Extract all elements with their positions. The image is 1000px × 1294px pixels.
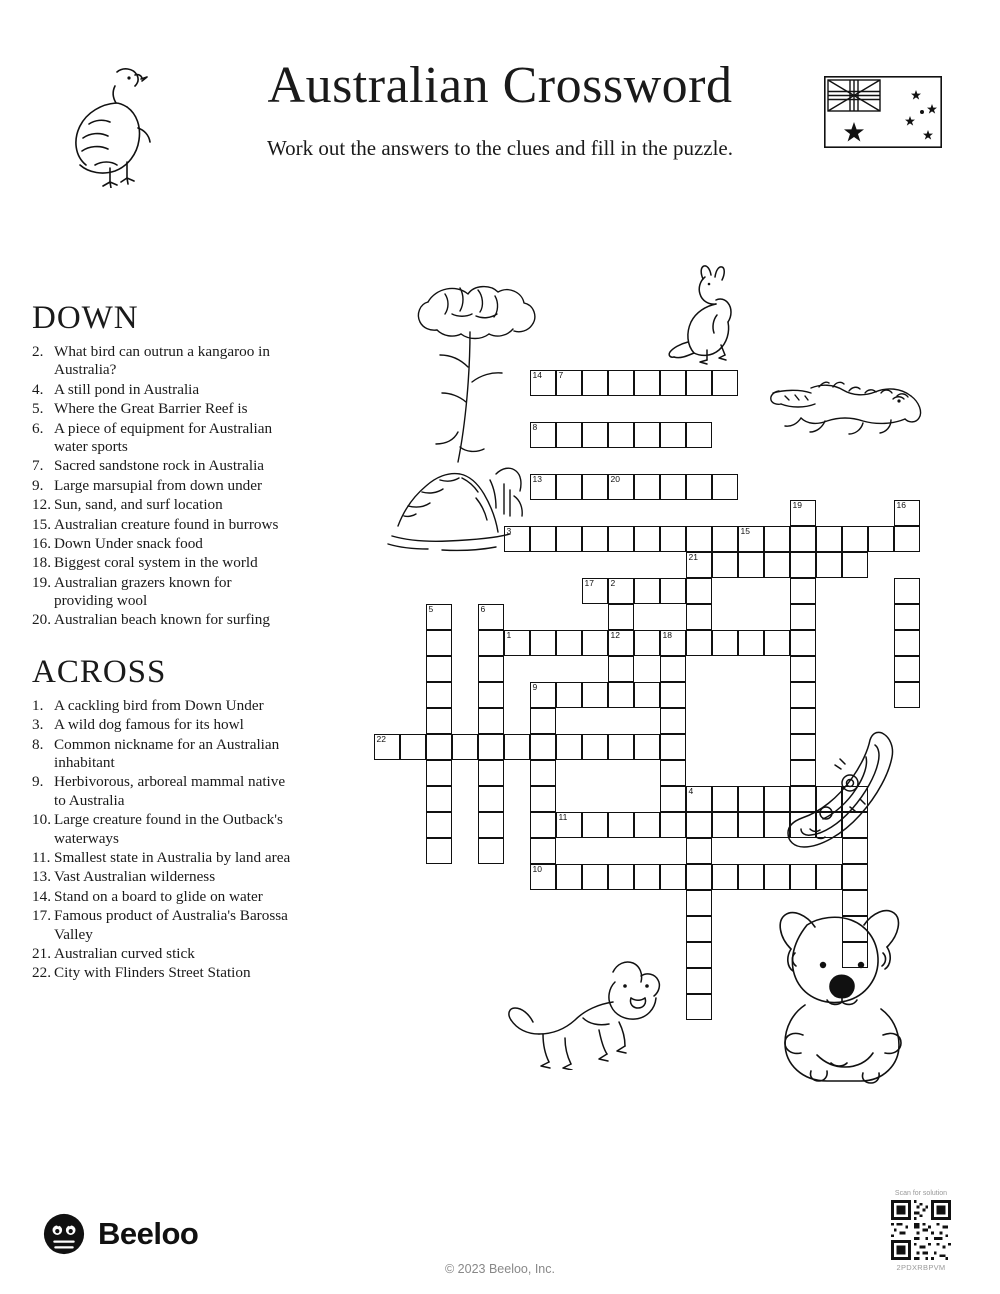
grid-cell-number: 22 <box>376 734 386 744</box>
down-clue-2 <box>32 343 292 380</box>
clue-number: 9. <box>32 476 44 494</box>
grid-cell[interactable] <box>504 630 530 656</box>
grid-cell[interactable] <box>686 942 712 968</box>
grid-cell[interactable] <box>556 526 582 552</box>
grid-cell[interactable] <box>582 370 608 396</box>
clue-text: Where the Great Barrier Reef is <box>54 400 248 418</box>
grid-cell[interactable] <box>556 864 582 890</box>
grid-cell[interactable] <box>608 578 634 604</box>
grid-cell[interactable] <box>634 734 660 760</box>
grid-cell[interactable] <box>530 864 556 890</box>
page-subtitle: Work out the answers to the clues and fill in the puzzle. <box>266 136 733 160</box>
grid-cell[interactable] <box>426 682 452 708</box>
clue-text: Down Under snack food <box>54 534 203 552</box>
bee-logo-icon <box>42 1212 86 1256</box>
grid-cell[interactable] <box>556 812 582 838</box>
down-clue-16 <box>32 535 292 553</box>
down-clue-4 <box>32 381 292 399</box>
kangaroo-illustration <box>645 265 755 365</box>
clue-number: 16. <box>32 534 51 552</box>
clue-text: A cackling bird from Down Under <box>54 696 264 714</box>
clue-text: Australian beach known for surfing <box>54 611 270 629</box>
grid-cell[interactable] <box>686 422 712 448</box>
grid-cell[interactable] <box>530 708 556 734</box>
grid-cell[interactable] <box>764 630 790 656</box>
across-clue-14 <box>32 888 292 906</box>
clue-text: A still pond in Australia <box>54 380 200 398</box>
clue-text: What bird can outrun a kangaroo in Australia? <box>54 343 270 379</box>
clue-number: 17. <box>32 907 51 925</box>
grid-cell[interactable] <box>426 760 452 786</box>
clue-text: Smallest state in Australia by land area <box>54 848 291 866</box>
grid-cell[interactable] <box>660 682 686 708</box>
grid-cell-number: 7 <box>558 370 564 380</box>
across-clue-10 <box>32 811 292 848</box>
clue-text: Vast Australian wilderness <box>54 868 216 886</box>
across-clue-21 <box>32 945 292 963</box>
grid-cell[interactable] <box>738 552 764 578</box>
grid-cell[interactable] <box>582 422 608 448</box>
grid-cell[interactable] <box>582 526 608 552</box>
grid-cell[interactable] <box>478 812 504 838</box>
down-clue-19 <box>32 574 292 611</box>
clue-number: 21. <box>32 944 51 962</box>
clue-number: 13. <box>32 868 51 886</box>
clue-text: Large marsupial from down under <box>54 476 263 494</box>
tasmanian-devil-illustration <box>495 950 675 1070</box>
clue-text: Australian curved stick <box>54 944 195 962</box>
grid-cell-number: 9 <box>532 682 538 692</box>
grid-cell[interactable] <box>530 734 556 760</box>
copyright-text: © 2023 Beeloo, Inc. <box>445 1262 555 1276</box>
grid-cell[interactable] <box>660 864 686 890</box>
clues-panel <box>32 300 292 984</box>
clue-number: 4. <box>32 380 44 398</box>
grid-cell-number: 2 <box>610 578 616 588</box>
grid-cell[interactable] <box>712 786 738 812</box>
down-clue-6 <box>32 420 292 457</box>
clue-text: Biggest coral system in the world <box>54 554 258 572</box>
grid-cell[interactable] <box>426 734 452 760</box>
clue-text: Common nickname for an Australian inhabitant <box>54 735 280 772</box>
grid-cell[interactable] <box>712 526 738 552</box>
clue-text: A piece of equipment for Australian water sports <box>54 419 273 455</box>
australian-flag-icon <box>824 76 942 148</box>
clue-number: 11. <box>32 848 51 866</box>
boomerang-illustration <box>780 725 910 855</box>
qr-block <box>878 1190 964 1272</box>
grid-cell[interactable] <box>712 370 738 396</box>
grid-cell[interactable] <box>478 656 504 682</box>
clue-text: Famous product of Australia's Barossa Valley <box>54 907 288 943</box>
grid-cell[interactable] <box>608 864 634 890</box>
grid-cell[interactable] <box>608 370 634 396</box>
clue-number: 8. <box>32 735 44 753</box>
page-footer <box>0 1184 1000 1294</box>
grid-cell[interactable] <box>686 890 712 916</box>
clue-text: City with Flinders Street Station <box>54 964 251 982</box>
grid-cell[interactable] <box>608 604 634 630</box>
grid-cell-number: 3 <box>506 526 512 536</box>
grid-cell[interactable] <box>686 786 712 812</box>
grid-cell[interactable] <box>842 864 868 890</box>
grid-cell[interactable] <box>478 708 504 734</box>
grid-cell[interactable] <box>764 864 790 890</box>
grid-cell[interactable] <box>790 500 816 526</box>
grid-cell-number: 14 <box>532 370 542 380</box>
down-clue-12 <box>32 496 292 514</box>
grid-cell[interactable] <box>686 578 712 604</box>
grid-cell[interactable] <box>608 630 634 656</box>
down-heading: DOWN <box>32 300 139 336</box>
grid-cell[interactable] <box>686 552 712 578</box>
clue-number: 14. <box>32 887 51 905</box>
grid-cell[interactable] <box>764 526 790 552</box>
grid-cell[interactable] <box>660 422 686 448</box>
across-clue-9 <box>32 773 292 810</box>
grid-cell[interactable] <box>582 630 608 656</box>
grid-cell-number: 11 <box>558 812 568 822</box>
grid-cell[interactable] <box>660 474 686 500</box>
grid-cell[interactable] <box>894 578 920 604</box>
grid-cell[interactable] <box>738 526 764 552</box>
grid-cell[interactable] <box>374 734 400 760</box>
grid-cell-number: 21 <box>688 552 698 562</box>
grid-cell[interactable] <box>842 552 868 578</box>
grid-cell[interactable] <box>738 864 764 890</box>
clue-number: 22. <box>32 964 51 982</box>
grid-cell[interactable] <box>556 682 582 708</box>
grid-cell[interactable] <box>790 630 816 656</box>
down-clue-20 <box>32 611 292 629</box>
page-header <box>0 48 1000 188</box>
grid-cell-number: 16 <box>896 500 906 510</box>
grid-cell[interactable] <box>452 734 478 760</box>
grid-cell[interactable] <box>686 968 712 994</box>
grid-cell[interactable] <box>634 578 660 604</box>
across-clue-11 <box>32 849 292 867</box>
clue-text: Australian creature found in burrows <box>54 515 279 533</box>
clue-text: Sun, sand, and surf location <box>54 496 223 514</box>
grid-cell[interactable] <box>686 474 712 500</box>
across-clue-13 <box>32 868 292 886</box>
grid-cell[interactable] <box>686 812 712 838</box>
clue-number: 9. <box>32 773 44 791</box>
grid-cell-number: 8 <box>532 422 538 432</box>
grid-cell[interactable] <box>556 734 582 760</box>
grid-cell[interactable] <box>608 526 634 552</box>
grid-cell[interactable] <box>478 734 504 760</box>
grid-cell[interactable] <box>426 630 452 656</box>
grid-cell-number: 12 <box>610 630 620 640</box>
uluru-rock-illustration <box>378 440 538 565</box>
grid-cell[interactable] <box>582 864 608 890</box>
grid-cell[interactable] <box>686 604 712 630</box>
clue-number: 6. <box>32 419 44 437</box>
page-title: Australian Crossword <box>267 57 733 114</box>
grid-cell[interactable] <box>686 838 712 864</box>
grid-cell[interactable] <box>426 708 452 734</box>
grid-cell-number: 15 <box>740 526 750 536</box>
grid-cell[interactable] <box>530 760 556 786</box>
grid-cell[interactable] <box>634 370 660 396</box>
grid-cell[interactable] <box>556 370 582 396</box>
grid-cell[interactable] <box>608 734 634 760</box>
clue-number: 15. <box>32 515 51 533</box>
grid-cell[interactable] <box>790 552 816 578</box>
grid-cell[interactable] <box>556 630 582 656</box>
clue-text: Sacred sandstone rock in Australia <box>54 457 265 475</box>
clue-text: Australian grazers known for providing wool <box>54 573 232 610</box>
grid-cell[interactable] <box>660 760 686 786</box>
clue-text: Large creature found in the Outback's waterways <box>54 811 283 847</box>
grid-cell[interactable] <box>400 734 426 760</box>
grid-cell[interactable] <box>842 526 868 552</box>
across-clue-8 <box>32 736 292 773</box>
grid-cell[interactable] <box>634 474 660 500</box>
clue-text: Stand on a board to glide on water <box>54 887 263 905</box>
grid-cell[interactable] <box>790 604 816 630</box>
brand-logo <box>42 1212 198 1256</box>
grid-cell[interactable] <box>478 786 504 812</box>
grid-cell[interactable] <box>790 656 816 682</box>
grid-cell[interactable] <box>426 786 452 812</box>
grid-cell[interactable] <box>582 474 608 500</box>
grid-cell-number: 6 <box>480 604 486 614</box>
grid-cell[interactable] <box>686 370 712 396</box>
grid-cell[interactable] <box>582 734 608 760</box>
clue-number: 12. <box>32 496 51 514</box>
qr-id: 2PDXRBPVM <box>896 1263 946 1272</box>
clue-number: 7. <box>32 457 44 475</box>
grid-cell-number: 13 <box>532 474 542 484</box>
grid-cell[interactable] <box>816 526 842 552</box>
grid-cell[interactable] <box>660 526 686 552</box>
clue-number: 20. <box>32 611 51 629</box>
clue-text: A wild dog famous for its howl <box>54 716 244 734</box>
grid-cell[interactable] <box>816 552 842 578</box>
grid-cell[interactable] <box>426 656 452 682</box>
grid-cell[interactable] <box>530 786 556 812</box>
grid-cell[interactable] <box>686 916 712 942</box>
clue-number: 18. <box>32 554 51 572</box>
grid-cell[interactable] <box>660 630 686 656</box>
grid-cell[interactable] <box>478 604 504 630</box>
grid-cell[interactable] <box>634 630 660 656</box>
grid-cell[interactable] <box>530 812 556 838</box>
grid-cell[interactable] <box>530 682 556 708</box>
koala-illustration <box>745 905 935 1085</box>
grid-cell-number: 19 <box>792 500 802 510</box>
grid-cell-number: 5 <box>428 604 434 614</box>
grid-cell[interactable] <box>816 864 842 890</box>
grid-cell[interactable] <box>634 682 660 708</box>
clue-number: 2. <box>32 343 44 360</box>
grid-cell[interactable] <box>582 578 608 604</box>
grid-cell[interactable] <box>790 682 816 708</box>
grid-cell[interactable] <box>634 812 660 838</box>
grid-cell[interactable] <box>686 526 712 552</box>
grid-cell[interactable] <box>634 422 660 448</box>
qr-caption: Scan for solution <box>894 1190 948 1197</box>
grid-cell[interactable] <box>556 474 582 500</box>
grid-cell-number: 4 <box>688 786 694 796</box>
grid-cell[interactable] <box>478 760 504 786</box>
grid-cell[interactable] <box>608 474 634 500</box>
across-heading: ACROSS <box>32 653 167 690</box>
grid-cell[interactable] <box>894 630 920 656</box>
grid-cell[interactable] <box>894 682 920 708</box>
across-clue-list <box>32 697 292 983</box>
grid-cell[interactable] <box>504 734 530 760</box>
grid-cell[interactable] <box>868 526 894 552</box>
grid-cell-number: 20 <box>610 474 620 484</box>
grid-cell[interactable] <box>426 838 452 864</box>
clue-number: 5. <box>32 400 44 418</box>
grid-cell[interactable] <box>764 552 790 578</box>
grid-cell[interactable] <box>660 734 686 760</box>
grid-cell[interactable] <box>738 786 764 812</box>
grid-cell[interactable] <box>608 422 634 448</box>
grid-cell[interactable] <box>608 656 634 682</box>
grid-cell[interactable] <box>738 812 764 838</box>
grid-cell-number: 10 <box>532 864 542 874</box>
grid-cell[interactable] <box>660 786 686 812</box>
grid-cell[interactable] <box>894 656 920 682</box>
grid-cell[interactable] <box>608 682 634 708</box>
qr-code[interactable] <box>891 1200 951 1260</box>
grid-cell[interactable] <box>712 630 738 656</box>
brand-name: Beeloo <box>98 1216 199 1251</box>
grid-cell[interactable] <box>712 864 738 890</box>
grid-cell[interactable] <box>660 578 686 604</box>
grid-cell[interactable] <box>712 552 738 578</box>
grid-cell[interactable] <box>790 578 816 604</box>
grid-cell-number: 18 <box>662 630 672 640</box>
grid-cell[interactable] <box>660 708 686 734</box>
grid-cell[interactable] <box>660 370 686 396</box>
grid-cell[interactable] <box>686 994 712 1020</box>
grid-cell[interactable] <box>712 812 738 838</box>
across-clue-1 <box>32 697 292 715</box>
grid-cell[interactable] <box>530 630 556 656</box>
across-clue-22 <box>32 964 292 982</box>
grid-cell[interactable] <box>608 812 634 838</box>
crocodile-illustration <box>765 365 935 440</box>
grid-cell[interactable] <box>478 630 504 656</box>
grid-cell[interactable] <box>738 630 764 656</box>
clue-number: 1. <box>32 696 44 714</box>
grid-cell[interactable] <box>686 864 712 890</box>
grid-cell[interactable] <box>530 838 556 864</box>
grid-cell[interactable] <box>478 838 504 864</box>
clue-number: 3. <box>32 716 44 734</box>
grid-cell[interactable] <box>712 474 738 500</box>
grid-cell[interactable] <box>582 812 608 838</box>
grid-cell[interactable] <box>634 864 660 890</box>
grid-cell[interactable] <box>426 604 452 630</box>
clue-text: Herbivorous, arboreal mammal native to Australia <box>54 773 286 809</box>
grid-cell[interactable] <box>660 812 686 838</box>
across-clue-17 <box>32 907 292 944</box>
grid-cell[interactable] <box>634 526 660 552</box>
grid-cell[interactable] <box>582 682 608 708</box>
grid-cell-number: 1 <box>506 630 512 640</box>
grid-cell[interactable] <box>556 422 582 448</box>
down-clue-15 <box>32 516 292 534</box>
grid-cell[interactable] <box>686 630 712 656</box>
grid-cell[interactable] <box>478 682 504 708</box>
down-clue-18 <box>32 554 292 572</box>
across-clue-3 <box>32 716 292 734</box>
clue-number: 10. <box>32 811 51 829</box>
down-clue-7 <box>32 457 292 475</box>
down-clue-5 <box>32 400 292 418</box>
grid-cell[interactable] <box>790 526 816 552</box>
grid-cell[interactable] <box>660 656 686 682</box>
grid-cell[interactable] <box>894 500 920 526</box>
grid-cell[interactable] <box>894 526 920 552</box>
clue-number: 19. <box>32 573 51 591</box>
grid-cell-number: 17 <box>584 578 594 588</box>
down-clue-list <box>32 343 292 630</box>
grid-cell[interactable] <box>426 812 452 838</box>
grid-cell[interactable] <box>790 864 816 890</box>
down-clue-9 <box>32 477 292 495</box>
grid-cell[interactable] <box>894 604 920 630</box>
